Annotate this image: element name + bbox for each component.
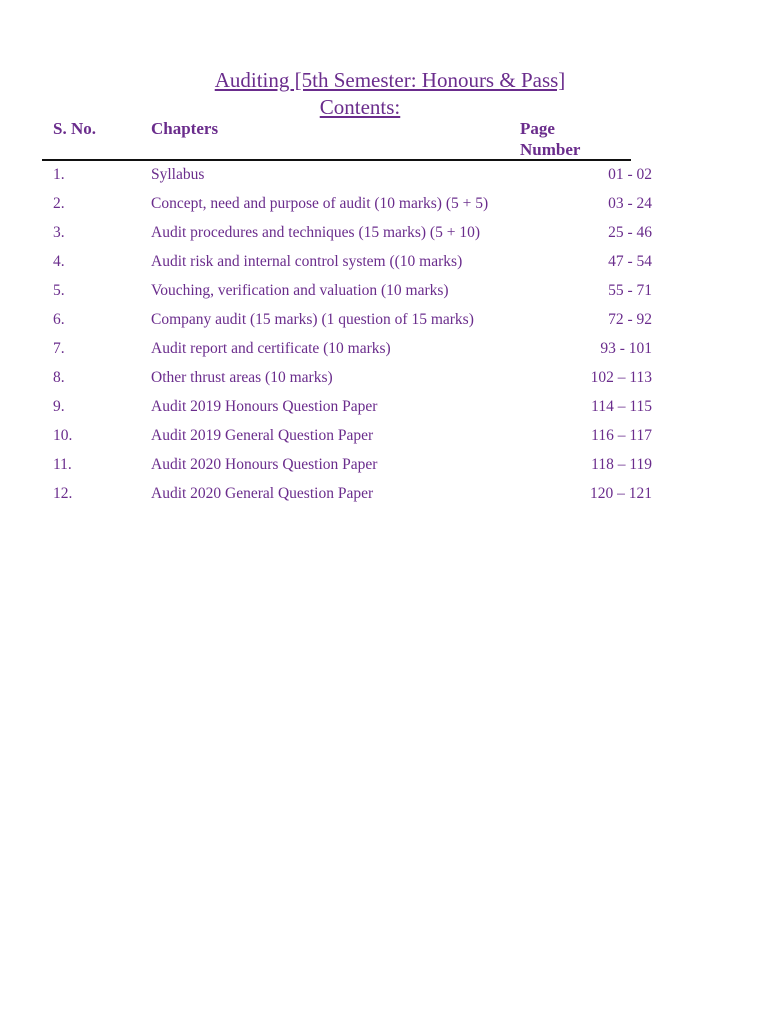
contents-table [0, 164, 768, 512]
row-pages: 118 – 119 [591, 456, 652, 473]
row-sno: 8. [53, 369, 65, 386]
row-pages: 114 – 115 [591, 398, 652, 415]
header-page-number [520, 118, 630, 160]
row-sno: 10. [53, 427, 73, 444]
row-sno: 9. [53, 398, 65, 415]
row-chapter: Audit report and certificate (10 marks) [151, 340, 391, 357]
table-row [0, 193, 768, 222]
row-pages: 120 – 121 [590, 485, 652, 502]
contents-heading: Contents: [319, 95, 401, 119]
row-pages: 47 - 54 [608, 253, 652, 270]
table-row [0, 367, 768, 396]
row-pages: 102 – 113 [590, 369, 652, 386]
row-sno: 11. [53, 456, 72, 473]
row-sno: 12. [53, 485, 73, 502]
row-chapter: Syllabus [151, 166, 205, 183]
row-sno: 6. [53, 311, 65, 328]
row-chapter: Audit 2019 General Question Paper [151, 427, 374, 444]
header-page-line1: Page [520, 119, 555, 138]
row-pages: 72 - 92 [608, 311, 652, 328]
row-chapter: Audit 2020 General Question Paper [151, 485, 374, 502]
header-page-line2: Number [520, 140, 581, 159]
header-divider [42, 159, 631, 161]
table-row [0, 280, 768, 309]
row-sno: 3. [53, 224, 65, 241]
row-sno: 1. [53, 166, 65, 183]
row-sno: 5. [53, 282, 65, 299]
row-chapter: Vouching, verification and valuation (10 marks) [151, 282, 449, 299]
table-row [0, 425, 768, 454]
table-row [0, 338, 768, 367]
table-row [0, 396, 768, 425]
table-row [0, 251, 768, 280]
row-chapter: Concept, need and purpose of audit (10 marks) (5 + 5) [151, 195, 489, 212]
row-chapter: Audit procedures and techniques (15 marks) (5 + 10) [151, 224, 480, 241]
row-chapter: Audit 2019 Honours Question Paper [151, 398, 378, 415]
row-pages: 03 - 24 [608, 195, 652, 212]
table-row [0, 309, 768, 338]
row-sno: 2. [53, 195, 65, 212]
row-chapter: Company audit (15 marks) (1 question of 15 marks) [151, 311, 474, 328]
document-title: Auditing [5th Semester: Honours & Pass] [214, 68, 566, 92]
table-row [0, 222, 768, 251]
row-chapter: Audit 2020 Honours Question Paper [151, 456, 378, 473]
row-sno: 4. [53, 253, 65, 270]
row-pages: 01 - 02 [608, 166, 652, 183]
table-row [0, 164, 768, 193]
row-pages: 93 - 101 [600, 340, 652, 357]
header-sno: S. No. [53, 119, 96, 138]
table-row [0, 483, 768, 512]
row-sno: 7. [53, 340, 65, 357]
row-chapter: Other thrust areas (10 marks) [151, 369, 333, 386]
row-chapter: Audit risk and internal control system ((10 marks) [151, 253, 463, 270]
row-pages: 25 - 46 [608, 224, 652, 241]
header-chapters: Chapters [151, 119, 219, 138]
table-row [0, 454, 768, 483]
row-pages: 116 – 117 [591, 427, 652, 444]
row-pages: 55 - 71 [608, 282, 652, 299]
